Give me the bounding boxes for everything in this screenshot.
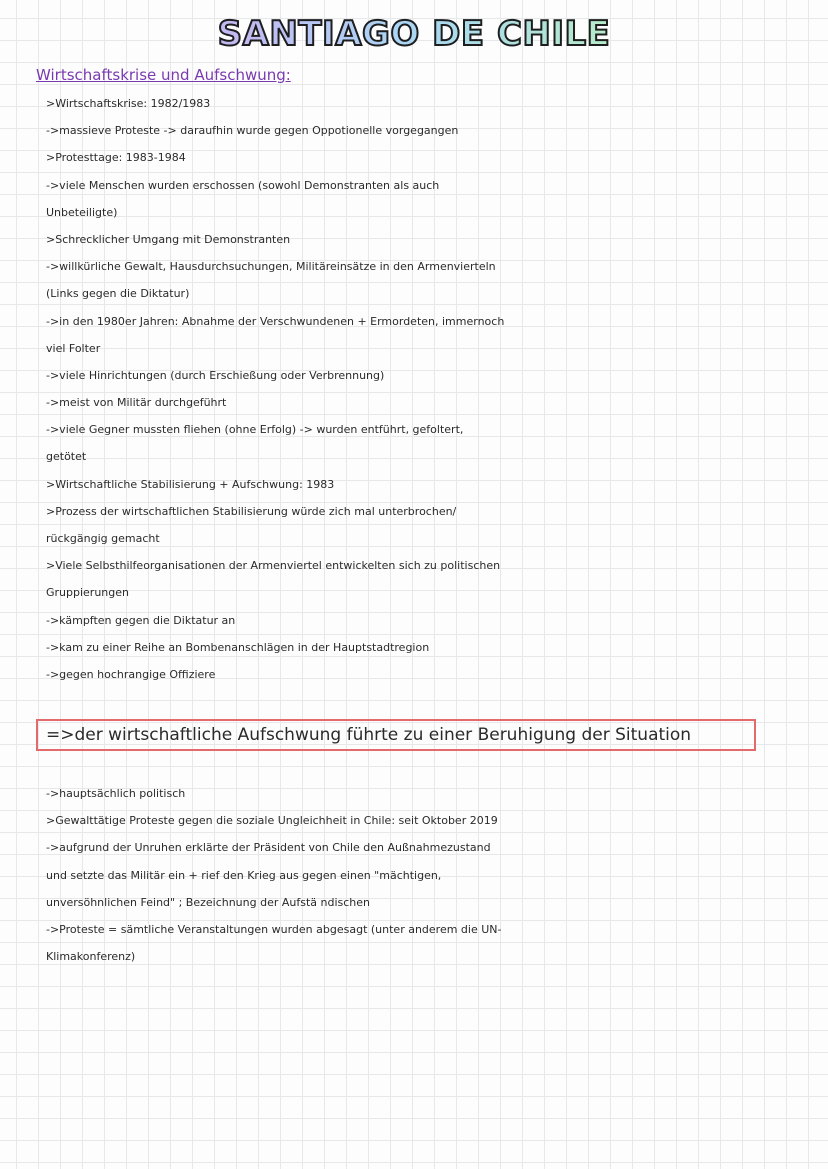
- note-line: getötet: [46, 450, 87, 464]
- note-line: ->massieve Proteste -> daraufhin wurde gegen Oppotionelle vorgegangen: [46, 124, 459, 138]
- note-line: ->Proteste = sämtliche Veranstaltungen wurden abgesagt (unter anderem die UN-: [46, 922, 502, 936]
- note-line: >Wirtschaftliche Stabilisierung + Aufschwung: 1983: [46, 477, 335, 491]
- notes-block-2: [46, 780, 806, 970]
- note-line: >Prozess der wirtschaftlichen Stabilisierung würde zich mal unterbrochen/: [46, 504, 457, 518]
- note-line: ->viele Gegner mussten fliehen (ohne Erfolg) -> wurden entführt, gefoltert,: [46, 423, 464, 437]
- page-title: SANTIAGO DE CHILE: [0, 14, 828, 54]
- note-line: und setzte das Militär ein + rief den Krieg aus gegen einen "mächtigen,: [46, 868, 442, 882]
- note-line: ->willkürliche Gewalt, Hausdurchsuchungen, Militäreinsätze in den Armenvierteln: [46, 260, 496, 274]
- note-line: unversöhnlichen Feind" ; Bezeichnung der Aufstä ndischen: [46, 895, 371, 909]
- note-line: ->kämpften gegen die Diktatur an: [46, 613, 236, 627]
- highlight-text: =>der wirtschaftliche Aufschwung führte zu einer Beruhigung der Situation: [46, 725, 692, 745]
- highlight-box: [36, 719, 756, 751]
- notes-block-1: [46, 90, 806, 688]
- note-line: >Viele Selbsthilfeorganisationen der Armenviertel entwickelten sich zu politischen: [46, 559, 501, 573]
- note-line: Gruppierungen: [46, 586, 129, 600]
- note-line: rückgängig gemacht: [46, 532, 160, 545]
- note-line: ->in den 1980er Jahren: Abnahme der Verschwundenen + Ermordeten, immernoch: [46, 314, 505, 328]
- note-line: ->meist von Militär durchgeführt: [46, 396, 227, 410]
- note-line: ->viele Hinrichtungen (durch Erschießung oder Verbrennung): [46, 368, 385, 382]
- note-line: ->kam zu einer Reihe an Bombenanschlägen in der Hauptstadtregion: [46, 640, 430, 654]
- note-line: >Schrecklicher Umgang mit Demonstranten: [46, 232, 291, 246]
- section-heading: Wirtschaftskrise und Aufschwung:: [36, 66, 291, 84]
- note-line: (Links gegen die Diktatur): [46, 287, 190, 301]
- note-line: viel Folter: [46, 341, 101, 355]
- note-line: Klimakonferenz): [46, 950, 136, 964]
- note-line: Unbeteiligte): [46, 205, 118, 219]
- note-line: >Protesttage: 1983-1984: [46, 151, 186, 165]
- note-line: ->aufgrund der Unruhen erklärte der Präsident von Chile den Außnahmezustand: [46, 841, 491, 855]
- note-line: ->viele Menschen wurden erschossen (sowohl Demonstranten als auch: [46, 178, 440, 192]
- note-line: >Wirtschaftskrise: 1982/1983: [46, 97, 211, 110]
- note-line: >Gewalttätige Proteste gegen die soziale Ungleichheit in Chile: seit Oktober 2019: [46, 814, 498, 828]
- note-line: ->hauptsächlich politisch: [46, 787, 186, 800]
- note-line: ->gegen hochrangige Offiziere: [46, 667, 216, 681]
